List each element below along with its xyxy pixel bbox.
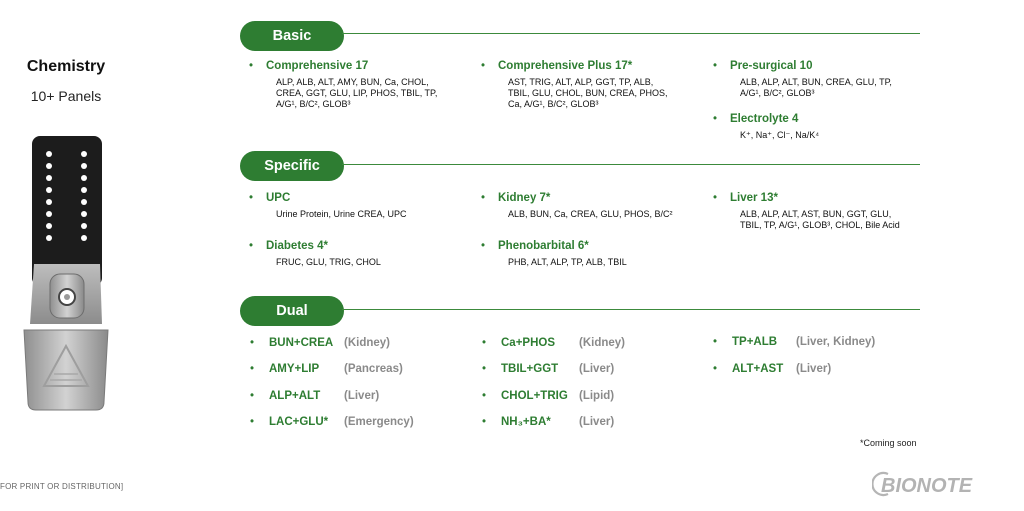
bullet-icon: •: [250, 416, 255, 428]
dual-panel-name: LAC+GLU*: [269, 416, 329, 428]
bullet-icon: •: [713, 113, 718, 125]
product-subtitle: 10+ Panels: [30, 88, 102, 104]
bullet-icon: •: [713, 60, 718, 72]
dual-panel-category: (Pancreas): [344, 363, 403, 375]
dual-panel-name: AMY+LIP: [269, 363, 320, 375]
bullet-icon: •: [249, 192, 254, 204]
bullet-icon: •: [713, 336, 718, 348]
dual-panel-name: TBIL+GGT: [501, 363, 559, 375]
panel-analytes-line: ALB, BUN, Ca, CREA, GLU, PHOS, B/C²: [508, 209, 673, 219]
panel-diabetes-4: [249, 240, 381, 268]
dual-panel-name: CHOL+TRIG: [501, 390, 568, 402]
panel-analytes-line: TBIL, GLU, CHOL, BUN, CREA, PHOS,: [508, 88, 668, 98]
panel-comprehensive-plus-17: [481, 60, 668, 110]
panel-analytes-line: PHB, ALT, ALP, TP, ALB, TBIL: [508, 257, 627, 267]
bullet-icon: •: [250, 390, 255, 402]
panel-name: Kidney 7*: [498, 192, 551, 204]
panel-liver-13: [713, 192, 900, 231]
panel-name: Diabetes 4*: [266, 240, 329, 252]
panel-analytes-line: A/G¹, B/C², GLOB³: [276, 99, 351, 109]
section-pill-specific: Specific: [240, 151, 344, 181]
bullet-icon: •: [481, 240, 486, 252]
dual-panel-category: (Liver): [579, 363, 615, 375]
logo-text: BIONOTE: [881, 475, 973, 497]
dual-panel-name: ALP+ALT: [269, 390, 321, 402]
panel-phenobarbital-6: [481, 240, 627, 268]
bullet-icon: •: [482, 390, 487, 402]
dual-panel-category: (Liver): [344, 390, 380, 402]
panel-comprehensive-17: [249, 60, 437, 110]
product-title: Chemistry: [26, 58, 106, 75]
panel-analytes-line: ALB, ALP, ALT, AST, BUN, GGT, GLU,: [740, 209, 892, 219]
bullet-icon: •: [481, 192, 486, 204]
bullet-icon: •: [482, 363, 487, 375]
bullet-icon: •: [250, 337, 255, 349]
section-pill-dual: Dual: [240, 296, 344, 326]
panel-analytes-line: AST, TRIG, ALT, ALP, GGT, TP, ALB,: [508, 77, 654, 87]
panel-pre-surgical-10: [713, 60, 892, 99]
bullet-icon: •: [481, 60, 486, 72]
bullet-icon: •: [482, 416, 487, 428]
section-divider-specific: [342, 164, 920, 165]
dual-panel-category: (Kidney): [579, 337, 625, 349]
panel-analytes-line: TBIL, TP, A/G¹, GLOB³, CHOL, Bile Acid: [740, 220, 900, 230]
distribution-notice: FOR PRINT OR DISTRIBUTION]: [0, 482, 124, 491]
panel-name: Comprehensive Plus 17*: [498, 60, 633, 72]
section-pill-basic: Basic: [240, 21, 344, 51]
dual-panel-name: Ca+PHOS: [501, 337, 556, 349]
bullet-icon: •: [250, 363, 255, 375]
panel-analytes-line: Urine Protein, Urine CREA, UPC: [276, 209, 407, 219]
panel-name: Electrolyte 4: [730, 113, 799, 125]
panel-name: Comprehensive 17: [266, 60, 369, 72]
bullet-icon: •: [249, 240, 254, 252]
coming-soon-footnote: *Coming soon: [860, 438, 917, 448]
section-divider-dual: [342, 309, 920, 310]
panel-analytes-line: ALP, ALB, ALT, AMY, BUN, Ca, CHOL,: [276, 77, 429, 87]
section-divider-basic: [342, 33, 920, 34]
bionote-logo: [872, 470, 1002, 498]
dual-panel-name: NH₃+BA*: [501, 416, 551, 428]
panel-name: UPC: [266, 192, 291, 204]
panel-analytes-line: FRUC, GLU, TRIG, CHOL: [276, 257, 381, 267]
dual-panel-category: (Lipid): [579, 390, 615, 402]
bullet-icon: •: [482, 337, 487, 349]
panel-name: Phenobarbital 6*: [498, 240, 589, 252]
panel-analytes-line: A/G¹, B/C², GLOB³: [740, 88, 815, 98]
dual-panel-category: (Emergency): [344, 416, 414, 428]
bullet-icon: •: [249, 60, 254, 72]
dual-panel-name: ALT+AST: [732, 363, 784, 375]
bullet-icon: •: [713, 192, 718, 204]
dual-panel-name: TP+ALB: [732, 336, 778, 348]
dual-panel-name: BUN+CREA: [269, 337, 334, 349]
dual-panel-category: (Liver): [579, 416, 615, 428]
panel-analytes-line: K⁺, Na⁺, Cl⁻, Na/K⁴: [740, 130, 820, 140]
dual-panel-category: (Liver): [796, 363, 832, 375]
panel-electrolyte-4: [713, 113, 819, 141]
panel-kidney-7: [481, 192, 673, 220]
dual-panel-category: (Kidney): [344, 337, 390, 349]
panel-upc: [249, 192, 407, 220]
panel-analytes-line: CREA, GGT, GLU, LIP, PHOS, TBIL, TP,: [276, 88, 438, 98]
bullet-icon: •: [713, 363, 718, 375]
panel-name: Liver 13*: [730, 192, 778, 204]
panel-analytes-line: Ca, A/G¹, B/C², GLOB³: [508, 99, 599, 109]
test-cartridge-image: [20, 134, 112, 414]
dual-panel-category: (Liver, Kidney): [796, 336, 876, 348]
panel-name: Pre-surgical 10: [730, 60, 813, 72]
panel-analytes-line: ALB, ALP, ALT, BUN, CREA, GLU, TP,: [740, 77, 892, 87]
